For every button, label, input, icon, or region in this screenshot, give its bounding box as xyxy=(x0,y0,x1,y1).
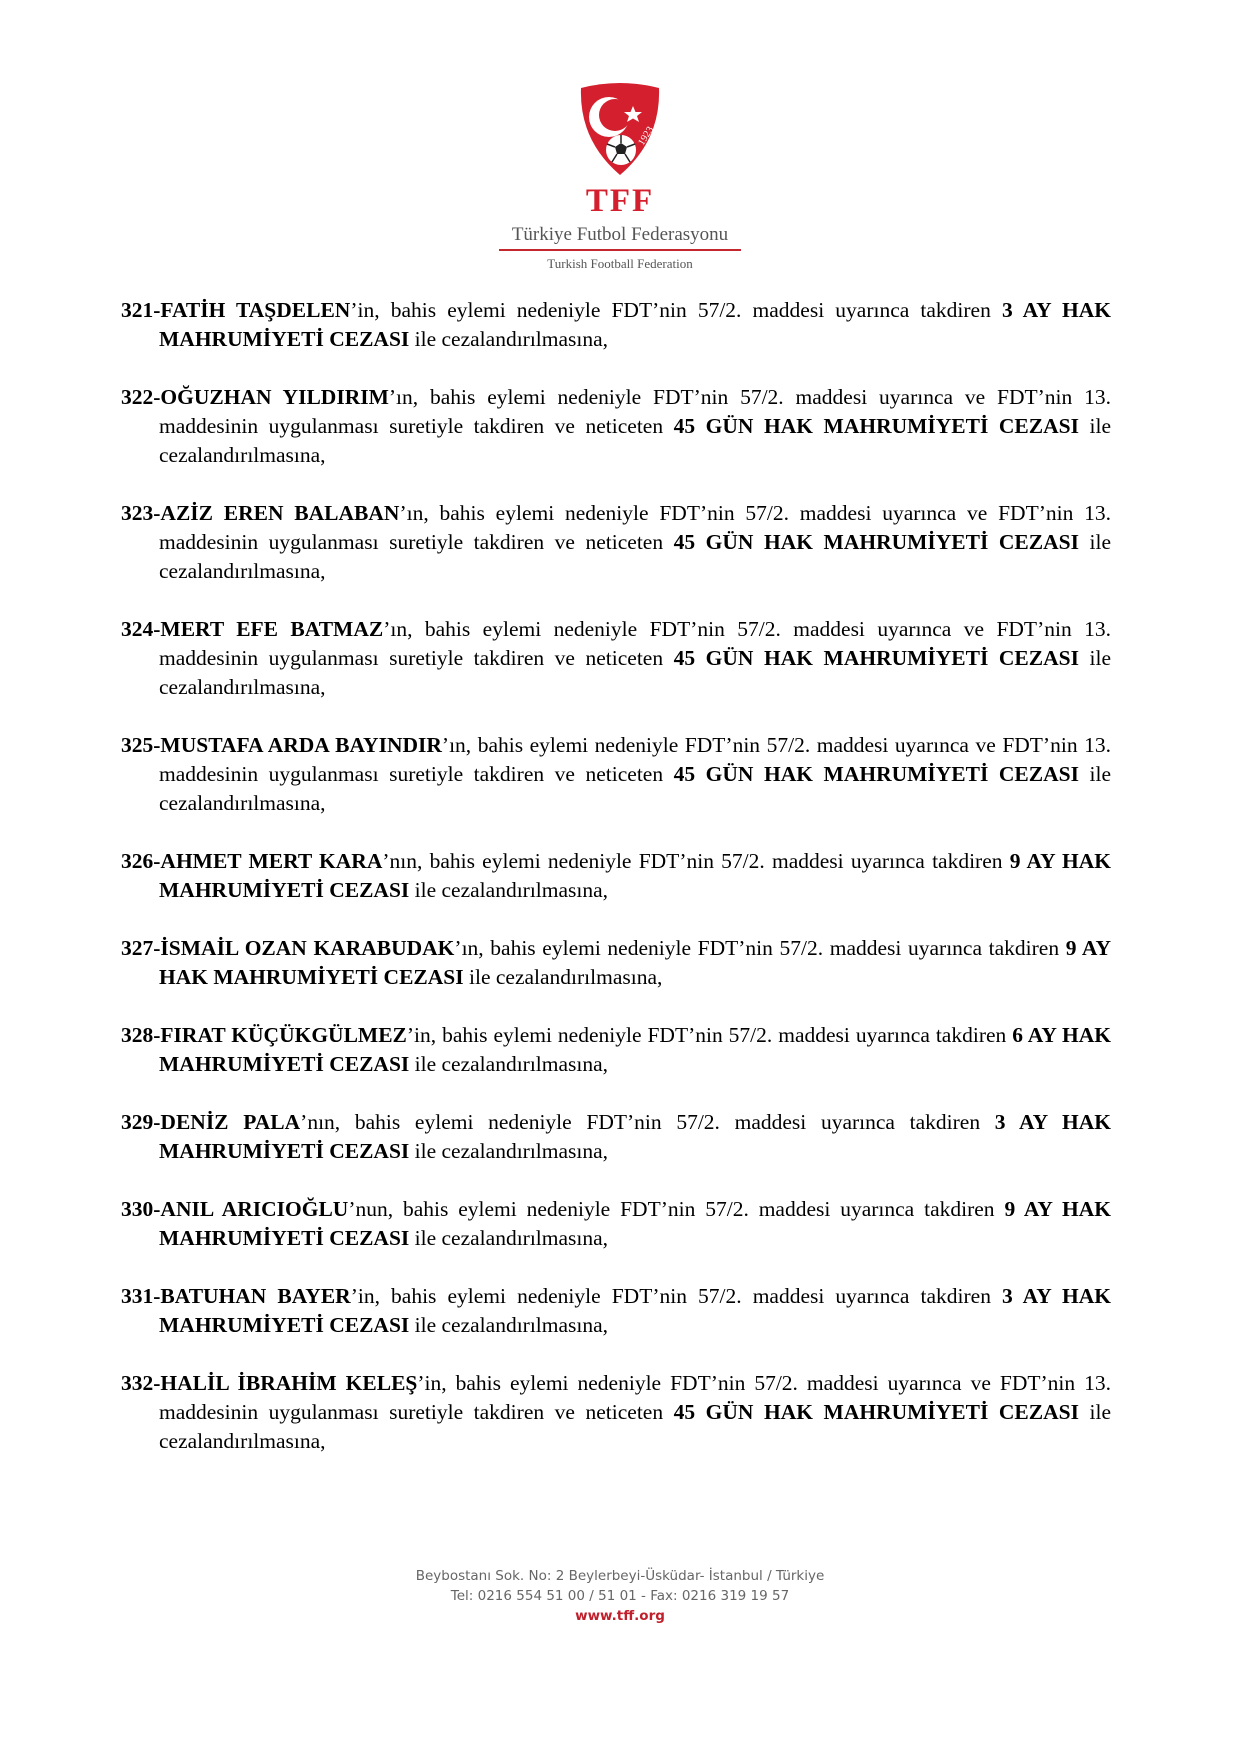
item-text: ’ın, bahis eylemi nedeniyle FDT’nin 57/2. maddesi uyarınca takdiren xyxy=(454,936,1066,960)
item-suffix: ile cezalandırılmasına, xyxy=(409,1226,609,1250)
person-name: MUSTAFA ARDA BAYINDIR xyxy=(160,733,442,757)
penalty: 3 AY HAK MAHRUMİYETİ CEZASI xyxy=(159,1284,1111,1337)
item-number: 322- xyxy=(121,385,161,409)
emblem-year: 1923 xyxy=(636,124,657,148)
federation-name-english: Turkish Football Federation xyxy=(547,256,693,271)
federation-name: Türkiye Futbol Federasyonu xyxy=(511,224,729,245)
item-number: 326- xyxy=(121,849,161,873)
item-text: ’in, bahis eylemi nedeniyle FDT’nin 57/2. maddesi uyarınca takdiren xyxy=(350,1284,1003,1308)
list-item xyxy=(121,934,1111,992)
person-name: MERT EFE BATMAZ xyxy=(160,617,384,641)
list-item xyxy=(121,1108,1111,1166)
person-name: İSMAİL OZAN KARABUDAK xyxy=(160,936,455,960)
list-item xyxy=(121,296,1111,354)
item-text: ’nın, bahis eylemi nedeniyle FDT’nin 57/2. maddesi uyarınca takdiren xyxy=(382,849,1010,873)
list-item xyxy=(121,1021,1111,1079)
item-suffix: ile cezalandırılmasına, xyxy=(409,878,609,902)
item-number: 321- xyxy=(121,298,161,322)
item-text: ’ın, bahis eylemi nedeniyle FDT’nin 57/2. maddesi uyarınca ve FDT’nin 13. maddesinin uygulanması suretiyle takdiren ve neticeten xyxy=(159,733,1111,786)
item-text: ’ın, bahis eylemi nedeniyle FDT’nin 57/2. maddesi uyarınca ve FDT’nin 13. maddesinin uygulanması suretiyle takdiren ve neticeten xyxy=(159,501,1112,554)
list-item xyxy=(121,499,1111,586)
penalty: 3 AY HAK MAHRUMİYETİ CEZASI xyxy=(159,1110,1111,1163)
item-suffix: ile cezalandırılmasına, xyxy=(409,1313,609,1337)
penalty: 45 GÜN HAK MAHRUMİYETİ CEZASI xyxy=(673,530,1079,554)
penalty: 45 GÜN HAK MAHRUMİYETİ CEZASI xyxy=(673,414,1079,438)
item-suffix: ile cezalandırılmasına, xyxy=(409,327,609,351)
item-number: 327- xyxy=(121,936,161,960)
letterhead xyxy=(0,80,1240,273)
person-name: OĞUZHAN YILDIRIM xyxy=(160,385,389,409)
item-suffix: ile cezalandırılmasına, xyxy=(463,965,663,989)
item-number: 331- xyxy=(121,1284,161,1308)
item-suffix: ile cezalandırılmasına, xyxy=(159,530,1112,583)
footer-contact: Tel: 0216 554 51 00 / 51 01 - Fax: 0216 319 19 57 xyxy=(450,1588,790,1604)
list-item xyxy=(121,1282,1111,1340)
person-name: HALİL İBRAHİM KELEŞ xyxy=(160,1371,418,1395)
item-text: ’nun, bahis eylemi nedeniyle FDT’nin 57/2. maddesi uyarınca takdiren xyxy=(348,1197,1005,1221)
item-text: ’nın, bahis eylemi nedeniyle FDT’nin 57/2. maddesi uyarınca takdiren xyxy=(300,1110,995,1134)
item-number: 328- xyxy=(121,1023,161,1047)
item-number: 325- xyxy=(121,733,161,757)
footer-address: Beybostanı Sok. No: 2 Beylerbeyi-Üsküdar- İstanbul / Türkiye xyxy=(415,1568,825,1584)
item-text: ’in, bahis eylemi nedeniyle FDT’nin 57/2. maddesi uyarınca takdiren xyxy=(406,1023,1013,1047)
list-item xyxy=(121,615,1111,702)
person-name: FIRAT KÜÇÜKGÜLMEZ xyxy=(160,1023,407,1047)
tff-emblem-icon xyxy=(575,80,665,178)
item-number: 329- xyxy=(121,1110,161,1134)
item-number: 330- xyxy=(121,1197,161,1221)
person-name: FATİH TAŞDELEN xyxy=(160,298,351,322)
item-number: 332- xyxy=(121,1371,161,1395)
list-item xyxy=(121,847,1111,905)
penalty: 9 AY HAK MAHRUMİYETİ CEZASI xyxy=(159,1197,1112,1250)
penalty: 9 AY HAK MAHRUMİYETİ CEZASI xyxy=(159,849,1111,902)
page-footer xyxy=(0,1566,1240,1626)
person-name: BATUHAN BAYER xyxy=(160,1284,351,1308)
item-suffix: ile cezalandırılmasına, xyxy=(159,762,1112,815)
penalty: 45 GÜN HAK MAHRUMİYETİ CEZASI xyxy=(673,646,1079,670)
item-suffix: ile cezalandırılmasına, xyxy=(159,646,1112,699)
penalty: 6 AY HAK MAHRUMİYETİ CEZASI xyxy=(159,1023,1111,1076)
item-text: ’ın, bahis eylemi nedeniyle FDT’nin 57/2. maddesi uyarınca ve FDT’nin 13. maddesinin uygulanması suretiyle takdiren ve neticeten xyxy=(159,617,1111,670)
item-suffix: ile cezalandırılmasına, xyxy=(159,414,1112,467)
item-number: 324- xyxy=(121,617,161,641)
item-text: ’ın, bahis eylemi nedeniyle FDT’nin 57/2. maddesi uyarınca ve FDT’nin 13. maddesinin uygulanması suretiyle takdiren ve neticeten xyxy=(159,385,1111,438)
item-suffix: ile cezalandırılmasına, xyxy=(409,1052,609,1076)
list-item xyxy=(121,383,1111,470)
penalty: 3 AY HAK MAHRUMİYETİ CEZASI xyxy=(159,298,1111,351)
brand-title: TFF xyxy=(585,183,655,219)
penalty: 9 AY HAK MAHRUMİYETİ CEZASI xyxy=(159,936,1111,989)
list-item xyxy=(121,1369,1111,1456)
person-name: AZİZ EREN BALABAN xyxy=(160,501,400,525)
person-name: DENİZ PALA xyxy=(160,1110,301,1134)
item-number: 323- xyxy=(121,501,161,525)
divider xyxy=(499,249,741,251)
penalty: 45 GÜN HAK MAHRUMİYETİ CEZASI xyxy=(673,762,1079,786)
list-item xyxy=(121,1195,1111,1253)
footer-website-link[interactable]: www.tff.org xyxy=(575,1608,665,1624)
item-suffix: ile cezalandırılmasına, xyxy=(159,1400,1112,1453)
item-text: ’in, bahis eylemi nedeniyle FDT’nin 57/2. maddesi uyarınca ve FDT’nin 13. maddesinin uygulanması suretiyle takdiren ve neticeten xyxy=(159,1371,1111,1424)
person-name: AHMET MERT KARA xyxy=(160,849,383,873)
item-text: ’in, bahis eylemi nedeniyle FDT’nin 57/2. maddesi uyarınca takdiren xyxy=(350,298,1002,322)
list-item xyxy=(121,731,1111,818)
person-name: ANIL ARICIOĞLU xyxy=(160,1197,349,1221)
decision-list xyxy=(121,296,1111,1485)
penalty: 45 GÜN HAK MAHRUMİYETİ CEZASI xyxy=(673,1400,1079,1424)
item-suffix: ile cezalandırılmasına, xyxy=(409,1139,609,1163)
